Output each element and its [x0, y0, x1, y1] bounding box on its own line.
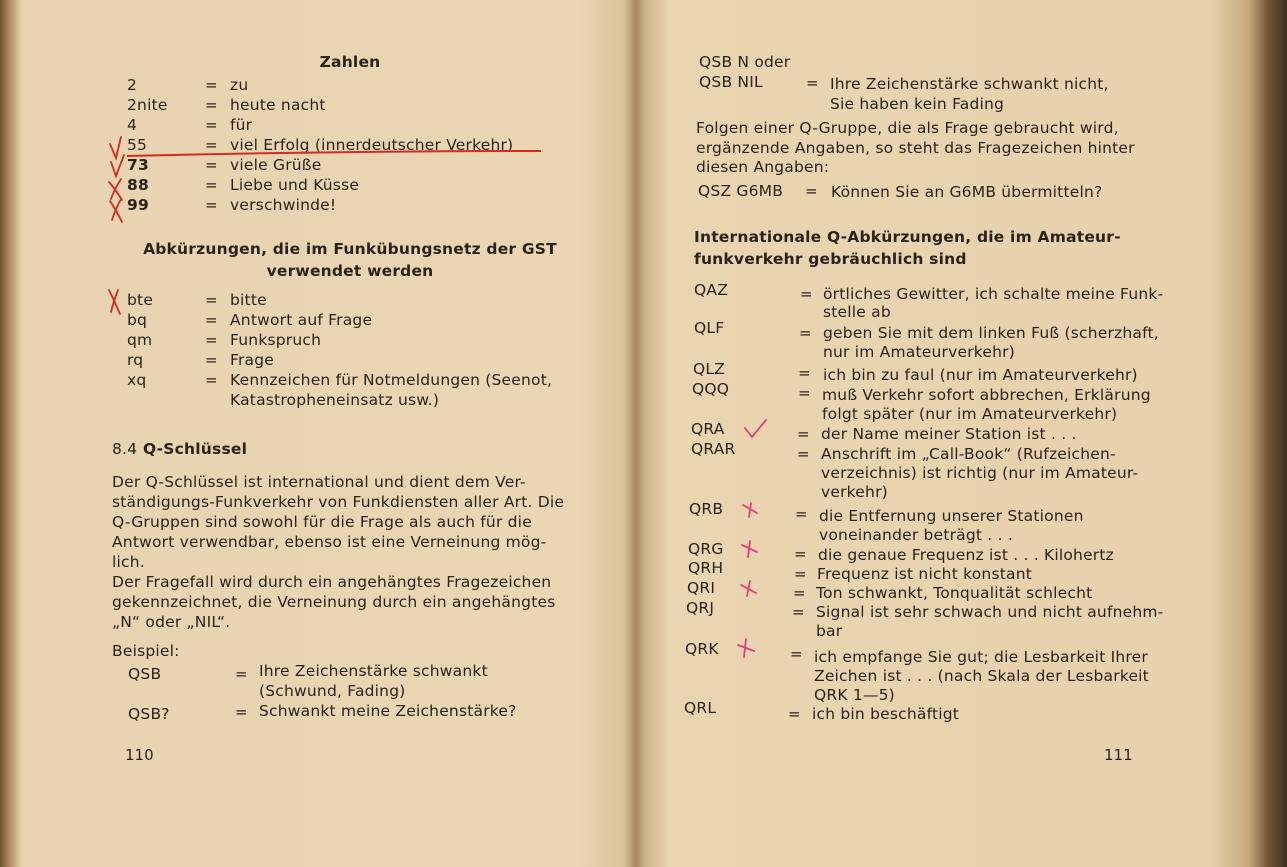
right-page	[640, 0, 1287, 867]
equals-sign: =	[794, 545, 807, 563]
q-code-meaning: örtliches Gewitter, ich schalte meine Funk-	[823, 285, 1164, 303]
qsb-n-line: QSB N oder	[699, 53, 791, 71]
paragraph-line: Der Q-Schlüssel ist international und dient dem Ver-	[112, 473, 526, 491]
equals-sign: =	[205, 196, 218, 214]
equals-sign: =	[800, 285, 813, 303]
equals-sign: =	[792, 603, 805, 621]
equals-sign: =	[805, 182, 818, 200]
q-code: QRH	[688, 559, 724, 577]
q-code-meaning-continued: stelle ab	[823, 303, 891, 321]
page-number-right: 111	[1104, 746, 1133, 764]
equals-sign: =	[793, 584, 806, 602]
zahlen-code: 88	[127, 176, 149, 194]
beispiel-meaning: Ihre Zeichenstärke schwankt	[259, 662, 488, 680]
beispiel-meaning: Schwankt meine Zeichenstärke?	[259, 702, 517, 720]
zahlen-code: 73	[127, 156, 149, 174]
q-code-meaning: ich bin zu faul (nur im Amateurverkehr)	[823, 366, 1138, 384]
paragraph-line: Q-Gruppen sind sowohl für die Frage als auch für die	[112, 513, 532, 531]
zahlen-meaning: viele Grüße	[230, 156, 322, 174]
q-code-meaning-continued: verzeichnis) ist richtig (nur im Amateur-	[821, 464, 1139, 482]
zahlen-code: 55	[127, 136, 148, 154]
equals-sign: =	[205, 331, 218, 349]
equals-sign: =	[795, 505, 808, 523]
q-code-meaning: muß Verkehr sofort abbrechen, Erklärung	[822, 386, 1151, 404]
q-code-meaning: die genaue Frequenz ist . . . Kilohertz	[818, 546, 1114, 564]
q-code: QAZ	[694, 281, 729, 299]
q-code: QRA	[691, 420, 725, 438]
gst-code: qm	[127, 331, 153, 349]
gst-code: bte	[127, 291, 154, 309]
q-code-meaning-continued: folgt später (nur im Amateurverkehr)	[822, 405, 1118, 423]
zahlen-code: 99	[127, 196, 149, 214]
zahlen-code: 2nite	[127, 96, 168, 114]
paragraph-line: ergänzende Angaben, so steht das Fragezeichen hinter	[696, 139, 1135, 157]
beispiel-code: QSB	[128, 665, 162, 683]
q-code: QRI	[687, 579, 716, 597]
q-code: QRJ	[686, 599, 715, 617]
q-code: QQQ	[692, 380, 730, 398]
q-code-meaning: ich bin beschäftigt	[812, 705, 960, 723]
equals-sign: =	[788, 705, 801, 723]
gst-heading-line-1: Abkürzungen, die im Funkübungsnetz der GST	[143, 240, 557, 258]
zahlen-meaning: verschwinde!	[230, 196, 337, 214]
zahlen-meaning: für	[230, 116, 253, 134]
equals-sign: =	[797, 425, 810, 443]
equals-sign: =	[806, 74, 819, 92]
equals-sign: =	[235, 703, 248, 721]
beispiel-code: QSB?	[128, 705, 170, 723]
gst-heading-line-2: verwendet werden	[266, 262, 434, 280]
section-number: 8.4	[112, 440, 138, 458]
equals-sign: =	[205, 291, 218, 309]
q-code: QLZ	[693, 360, 726, 378]
q-code-meaning: ich empfange Sie gut; die Lesbarkeit Ihrer	[814, 648, 1148, 666]
q-code: QRB	[689, 500, 724, 518]
paragraph-line: „N“ oder „NIL“.	[112, 613, 231, 631]
intl-heading-line-1: Internationale Q-Abkürzungen, die im Amateur-	[694, 228, 1121, 246]
qsb-nil-meaning-continued: Sie haben kein Fading	[830, 95, 1005, 113]
q-code-meaning: der Name meiner Station ist . . .	[821, 425, 1077, 443]
q-code-meaning: Anschrift im „Call-Book“ (Rufzeichen-	[821, 445, 1116, 463]
gst-code: rq	[127, 351, 144, 369]
zahlen-code: 2	[127, 76, 138, 94]
q-code: QRAR	[691, 440, 736, 458]
paragraph-line: Folgen einer Q-Gruppe, die als Frage gebraucht wird,	[696, 119, 1119, 137]
q-code-meaning-continued: QRK 1—5)	[814, 686, 895, 704]
equals-sign: =	[205, 156, 218, 174]
gst-meaning: Antwort auf Frage	[230, 311, 373, 329]
q-code-meaning-continued: bar	[816, 622, 843, 640]
equals-sign: =	[790, 645, 803, 663]
equals-sign: =	[205, 76, 218, 94]
gst-meaning: bitte	[230, 291, 267, 309]
equals-sign: =	[235, 665, 248, 683]
qsz-meaning: Können Sie an G6MB übermitteln?	[831, 183, 1103, 201]
paragraph-line: gekennzeichnet, die Verneinung durch ein angehängtes	[112, 593, 556, 611]
paragraph-line: Antwort verwendbar, ebenso ist eine Verneinung mög-	[112, 533, 547, 551]
qsb-nil-code: QSB NIL	[699, 73, 763, 91]
q-code-meaning-continued: verkehr)	[821, 483, 888, 501]
qsz-code: QSZ G6MB	[698, 182, 784, 200]
zahlen-heading: Zahlen	[319, 53, 381, 71]
qsb-nil-meaning: Ihre Zeichenstärke schwankt nicht,	[830, 75, 1109, 93]
gst-meaning-continued: Katastropheneinsatz usw.)	[230, 391, 440, 409]
gst-meaning: Funkspruch	[230, 331, 322, 349]
gst-code: bq	[127, 311, 148, 329]
equals-sign: =	[797, 445, 810, 463]
gst-code: xq	[127, 371, 147, 389]
q-code-meaning-continued: Zeichen ist . . . (nach Skala der Lesbarkeit	[814, 667, 1149, 685]
paragraph-line: diesen Angaben:	[696, 158, 830, 176]
section-title: Q-Schlüssel	[143, 440, 248, 458]
q-code: QRG	[688, 540, 724, 558]
zahlen-meaning: heute nacht	[230, 96, 326, 114]
q-code: QLF	[694, 319, 725, 337]
equals-sign: =	[205, 371, 218, 389]
equals-sign: =	[205, 136, 218, 154]
gst-meaning: Frage	[230, 351, 275, 369]
beispiel-label: Beispiel:	[112, 642, 180, 660]
paragraph-line: lich.	[112, 553, 145, 571]
page-number-left: 110	[125, 746, 154, 764]
zahlen-meaning: viel Erfolg (innerdeutscher Verkehr)	[230, 136, 514, 154]
equals-sign: =	[205, 351, 218, 369]
equals-sign: =	[798, 384, 811, 402]
left-page	[0, 0, 640, 867]
q-code-meaning: geben Sie mit dem linken Fuß (scherzhaft,	[823, 324, 1159, 342]
q-code-meaning-continued: nur im Amateurverkehr)	[823, 343, 1015, 361]
beispiel-meaning-continued: (Schwund, Fading)	[259, 682, 406, 700]
intl-heading-line-2: funkverkehr gebräuchlich sind	[694, 250, 967, 268]
q-code-meaning: Ton schwankt, Tonqualität schlecht	[816, 584, 1093, 602]
equals-sign: =	[794, 565, 807, 583]
paragraph-line: ständigungs-Funkverkehr von Funkdiensten aller Art. Die	[112, 493, 565, 511]
equals-sign: =	[205, 311, 218, 329]
q-code-meaning-continued: voneinander beträgt . . .	[819, 526, 1013, 544]
zahlen-meaning: zu	[230, 76, 249, 94]
q-code: QRL	[684, 699, 717, 717]
q-code-meaning: Signal ist sehr schwach und nicht aufnehm-	[816, 603, 1164, 621]
q-code-meaning: die Entfernung unserer Stationen	[819, 507, 1084, 525]
equals-sign: =	[799, 324, 812, 342]
q-code: QRK	[685, 640, 719, 658]
zahlen-code: 4	[127, 116, 138, 134]
equals-sign: =	[205, 176, 218, 194]
q-code-meaning: Frequenz ist nicht konstant	[817, 565, 1032, 583]
equals-sign: =	[205, 116, 218, 134]
zahlen-meaning: Liebe und Küsse	[230, 176, 360, 194]
gst-meaning: Kennzeichen für Notmeldungen (Seenot,	[230, 371, 553, 389]
paragraph-line: Der Fragefall wird durch ein angehängtes Fragezeichen	[112, 573, 552, 591]
equals-sign: =	[798, 364, 811, 382]
equals-sign: =	[205, 96, 218, 114]
